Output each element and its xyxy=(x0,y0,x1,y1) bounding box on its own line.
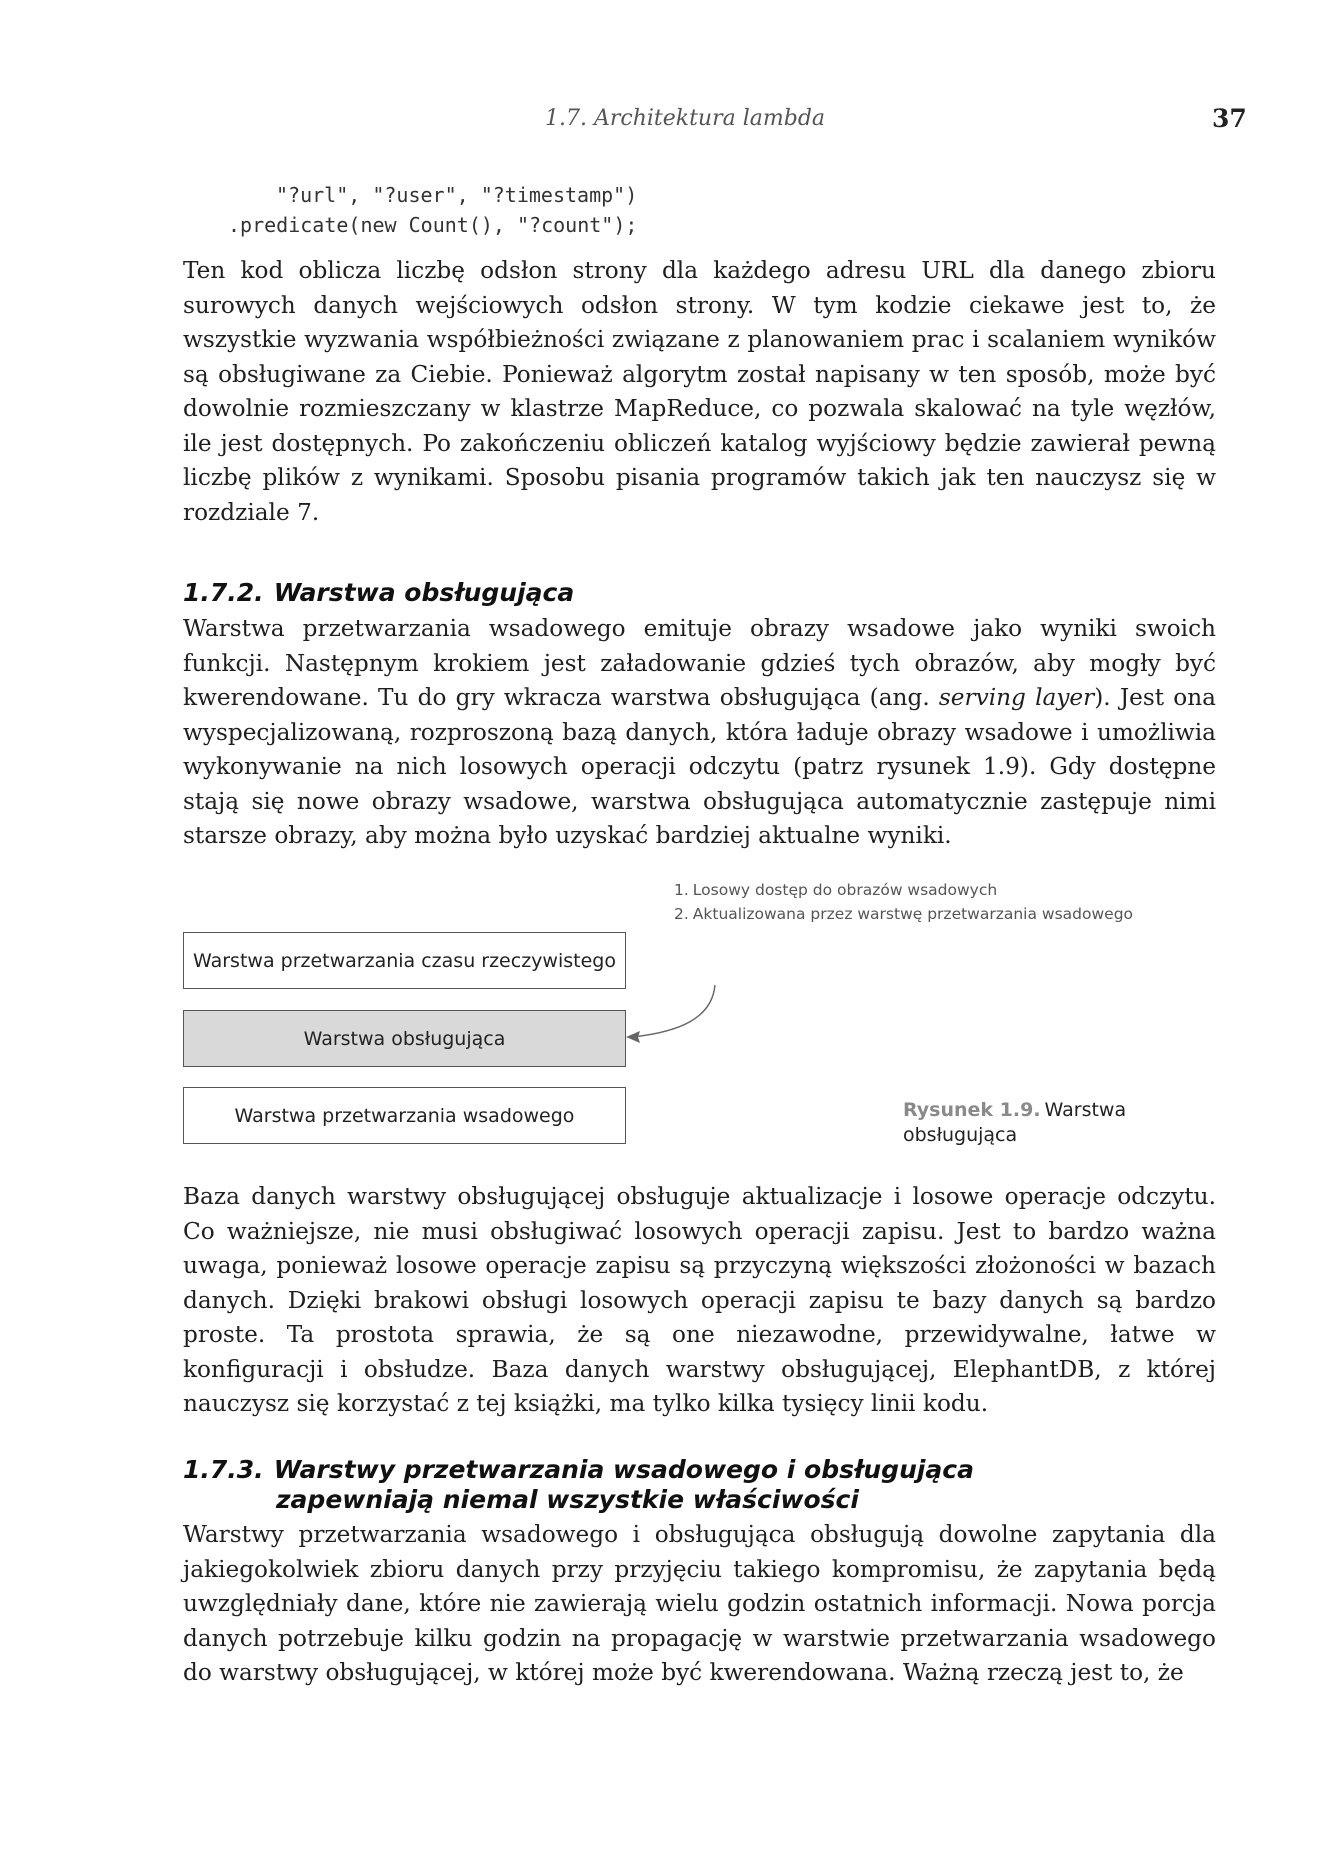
note-number: 1. xyxy=(674,881,689,899)
code-line: "?url", "?user", "?timestamp") xyxy=(276,183,638,207)
batch-layer-box: Warstwa przetwarzania wsadowego xyxy=(183,1087,626,1144)
caption-text: Warstwa obsługująca xyxy=(903,1099,1127,1146)
code-snippet xyxy=(228,180,638,240)
paragraph-4: Warstwy przetwarzania wsadowego i obsługująca obsługują dowolne zapytania dla jakiegokolwiek zbioru danych przy przyjęciu takiego kompromisu, że zapytania będą uwzględniały dane, które nie zawierają wielu godzin ostatnich informacji. Nowa porcja danych potrzebuje kilku godzin na propagację w warstwie przetwarzania wsadowego do warstwy obsługującej, w której może być kwerendowana. Ważną rzeczą jest to, że xyxy=(183,1521,1216,1686)
page-number: 37 xyxy=(1212,104,1247,133)
section-number: 1.7.3. xyxy=(183,1455,264,1484)
section-heading-1-7-2 xyxy=(183,578,574,608)
caption-label: Rysunek 1.9. xyxy=(903,1099,1041,1121)
section-title: Warstwa obsługująca xyxy=(273,578,575,607)
section-heading-1-7-3 xyxy=(183,1455,974,1515)
english-term: serving layer xyxy=(938,684,1095,711)
realtime-layer-box: Warstwa przetwarzania czasu rzeczywistego xyxy=(183,932,626,989)
paragraph-3: Baza danych warstwy obsługującej obsługuje aktualizacje i losowe operacje odczytu. Co ważniejsze, nie musi obsługiwać losowych operacji zapisu. Jest to bardzo ważna uwaga, ponieważ losowe operacje zapisu są przyczyną większości złożoności w bazach danych. Dzięki brakowi obsługi losowych operacji zapisu te bazy danych są bardzo proste. Ta prostota sprawia, że są one niezawodne, przewidywalne, łatwe w konfiguracji i obsłudze. Baza danych warstwy obsługującej, ElephantDB, z której nauczysz się korzystać z tej książki, ma tylko kilka tysięcy linii kodu. xyxy=(183,1183,1216,1417)
figure-note xyxy=(674,904,1133,925)
note-text: Losowy dostęp do obrazów wsadowych xyxy=(692,881,998,899)
section-title-line-1: Warstwy przetwarzania wsadowego i obsługująca xyxy=(273,1455,974,1484)
section-number: 1.7.2. xyxy=(183,578,264,607)
paragraph-1: Ten kod oblicza liczbę odsłon strony dla każdego adresu URL dla danego zbioru surowych danych wejściowych odsłon strony. W tym kodzie ciekawe jest to, że wszystkie wyzwania współbieżności związane z planowaniem prac i scalaniem wyników są obsługiwane za Ciebie. Ponieważ algorytm został napisany w ten sposób, może być dowolnie rozmieszczany w klastrze MapReduce, co pozwala skalować na tyle węzłów, ile jest dostępnych. Po zakończeniu obliczeń katalog wyjściowy będzie zawierał pewną liczbę plików z wynikami. Sposobu pisania programów takich jak ten nauczysz się w rozdziale 7. xyxy=(183,257,1216,526)
pointer-arrow xyxy=(620,980,740,1060)
note-text: Aktualizowana przez warstwę przetwarzania wsadowego xyxy=(692,905,1134,923)
section-title-line-2: zapewniają niemal wszystkie właściwości xyxy=(276,1485,859,1514)
code-line: .predicate(new Count(), "?count"); xyxy=(228,213,638,237)
serving-layer-box: Warstwa obsługująca xyxy=(183,1010,626,1067)
running-head xyxy=(0,106,1322,138)
paragraph-2-text-b: ). Jest ona wyspecjalizowaną, rozproszoną bazą danych, która ładuje obrazy wsadowe i umożliwia wykonywanie na nich losowych operacji odczytu (patrz rysunek 1.9). Gdy dostępne stają się nowe obrazy wsadowe, warstwa obsługująca automatycznie zastępuje nimi starsze obrazy, aby można było uzyskać bardziej aktualne wyniki. xyxy=(183,684,1216,849)
figure-caption xyxy=(903,1098,1183,1148)
figure-notes xyxy=(674,880,1133,928)
paragraph-2 xyxy=(183,612,1216,854)
figure-note xyxy=(674,880,1133,901)
note-number: 2. xyxy=(674,905,689,923)
paragraph-2-text-a: Warstwa przetwarzania wsadowego emituje obrazy wsadowe jako wyniki swoich funkcji. Następnym krokiem jest załadowanie gdzieś tych obrazów, aby mogły być kwerendowane. Tu do gry wkracza warstwa obsługująca (ang. xyxy=(183,615,1216,711)
running-title: 1.7. Architektura lambda xyxy=(545,106,826,131)
